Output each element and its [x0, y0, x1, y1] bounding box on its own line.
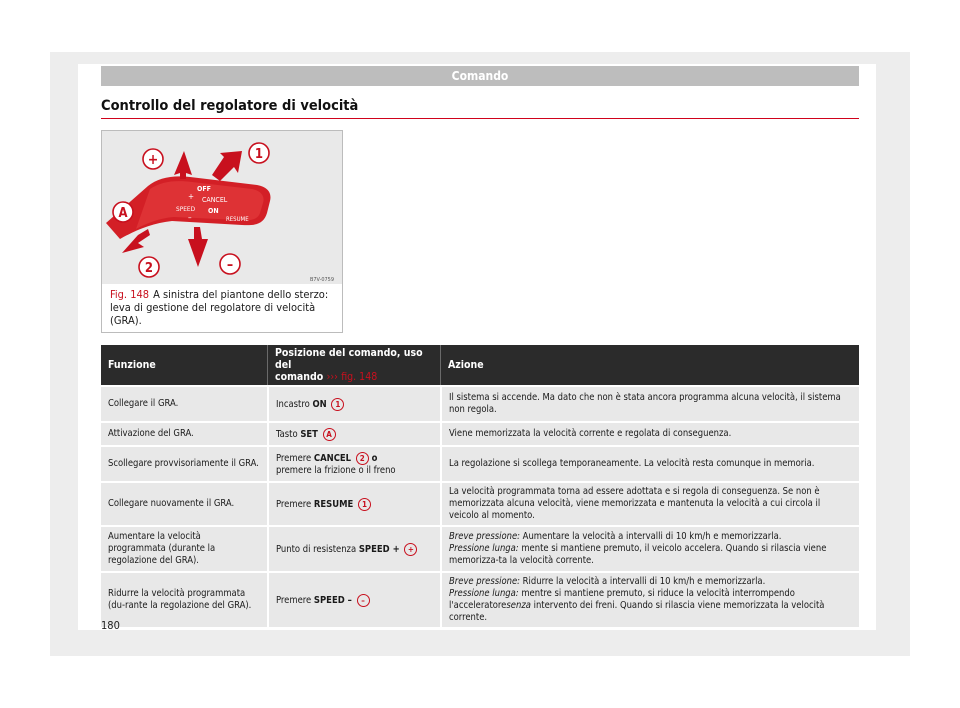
- row-funzione: Collegare nuovamente il GRA.: [101, 483, 267, 525]
- lever-resume-label: RESUME: [226, 216, 249, 223]
- cruise-control-table: [101, 343, 859, 629]
- lever-plus-label: +: [188, 192, 195, 201]
- row-azione: Breve pressione: Aumentare la velocità a intervalli di 10 km/h e memorizzarla. Pressione lunga: mente si mantiene premuto, il veicolo accelera. Quando si rilascia viene memorizza-ta la velocità corrente.: [440, 527, 859, 571]
- row-azione: La velocità programmata torna ad essere adottata e si regola di conseguenza. Se non è memorizzata alcuna velocità, viene memorizzata e mantenuta la velocità a cui circola il veicolo al momento.: [440, 483, 859, 525]
- badge-minus: –: [357, 594, 370, 607]
- figure-148: [101, 130, 343, 333]
- header-funzione: Funzione: [101, 345, 267, 385]
- table-row: [101, 387, 859, 421]
- lever-speed-label: SPEED: [176, 205, 196, 213]
- header-posizione: Posizione del comando, uso del comando ››› fig. 148: [267, 345, 440, 385]
- row-azione: La regolazione si scollega temporaneamente. La velocità resta comunque in memoria.: [440, 447, 859, 481]
- table-row: [101, 423, 859, 445]
- row-funzione: Scollegare provvisoriamente il GRA.: [101, 447, 267, 481]
- row-azione: Breve pressione: Ridurre la velocità a intervalli di 10 km/h e memorizzarla. Pressione lunga: mentre si mantiene premuto, si riduce la velocità interrompendo l'acceleratoresenza intervento dei freni. Quando si rilascia viene memorizzata la velocità corrente.: [440, 573, 859, 627]
- row-funzione: Aumentare la velocità programmata (durante la regolazione del GRA).: [101, 527, 267, 571]
- section-header: Comando: [101, 66, 859, 86]
- fig-ref-link[interactable]: fig. 148: [341, 371, 378, 383]
- row-posizione: Incastro ON 1: [267, 387, 440, 421]
- row-posizione: Premere SPEED – –: [267, 573, 440, 627]
- badge-2: 2: [356, 452, 369, 465]
- row-posizione: Premere RESUME 1: [267, 483, 440, 525]
- title-rule: [101, 118, 859, 119]
- row-azione: Viene memorizzata la velocità corrente e regolata di conseguenza.: [440, 423, 859, 445]
- figure-caption-text: A sinistra del piantone dello sterzo: leva di gestione del regolatore di velocità (GRA).: [110, 288, 329, 327]
- callout-1: 1: [254, 147, 264, 162]
- table-row: [101, 573, 859, 627]
- header-azione: Azione: [440, 345, 859, 385]
- badge-1: 1: [331, 398, 344, 411]
- badge-a: A: [323, 428, 336, 441]
- callout-plus: +: [147, 152, 159, 168]
- figure-caption: [110, 288, 336, 327]
- callout-a: A: [118, 206, 128, 221]
- row-posizione: Punto di resistenza SPEED + +: [267, 527, 440, 571]
- figure-code: B7V-0759: [310, 277, 334, 283]
- table-row: [101, 527, 859, 571]
- row-azione: Il sistema si accende. Ma dato che non è stata ancora programma alcuna velocità, il sistema non regola.: [440, 387, 859, 421]
- lever-on-label: ON: [208, 207, 219, 215]
- callout-2: 2: [144, 261, 154, 276]
- row-funzione: Ridurre la velocità programmata (du-rante la regolazione del GRA).: [101, 573, 267, 627]
- table-row: [101, 447, 859, 481]
- lever-off-label: OFF: [197, 185, 211, 193]
- fig-ref-arrows: ›››: [326, 371, 338, 383]
- row-posizione: Tasto SET A: [267, 423, 440, 445]
- badge-1: 1: [358, 498, 371, 511]
- table-header-row: [101, 345, 859, 385]
- lever-illustration: [102, 131, 342, 284]
- badge-plus: +: [404, 543, 417, 556]
- row-posizione: Premere CANCEL 2 o premere la frizione o il freno: [267, 447, 440, 481]
- page-title: Controllo del regolatore di velocità: [101, 98, 359, 114]
- lever-drawing: [102, 131, 342, 284]
- page-number: 180: [101, 619, 120, 632]
- lever-cancel-label: CANCEL: [202, 196, 228, 204]
- lever-minus-label: –: [188, 213, 192, 222]
- callout-minus: –: [226, 257, 234, 273]
- row-funzione: Collegare il GRA.: [101, 387, 267, 421]
- table-row: [101, 483, 859, 525]
- row-funzione: Attivazione del GRA.: [101, 423, 267, 445]
- figure-number: Fig. 148: [110, 288, 150, 301]
